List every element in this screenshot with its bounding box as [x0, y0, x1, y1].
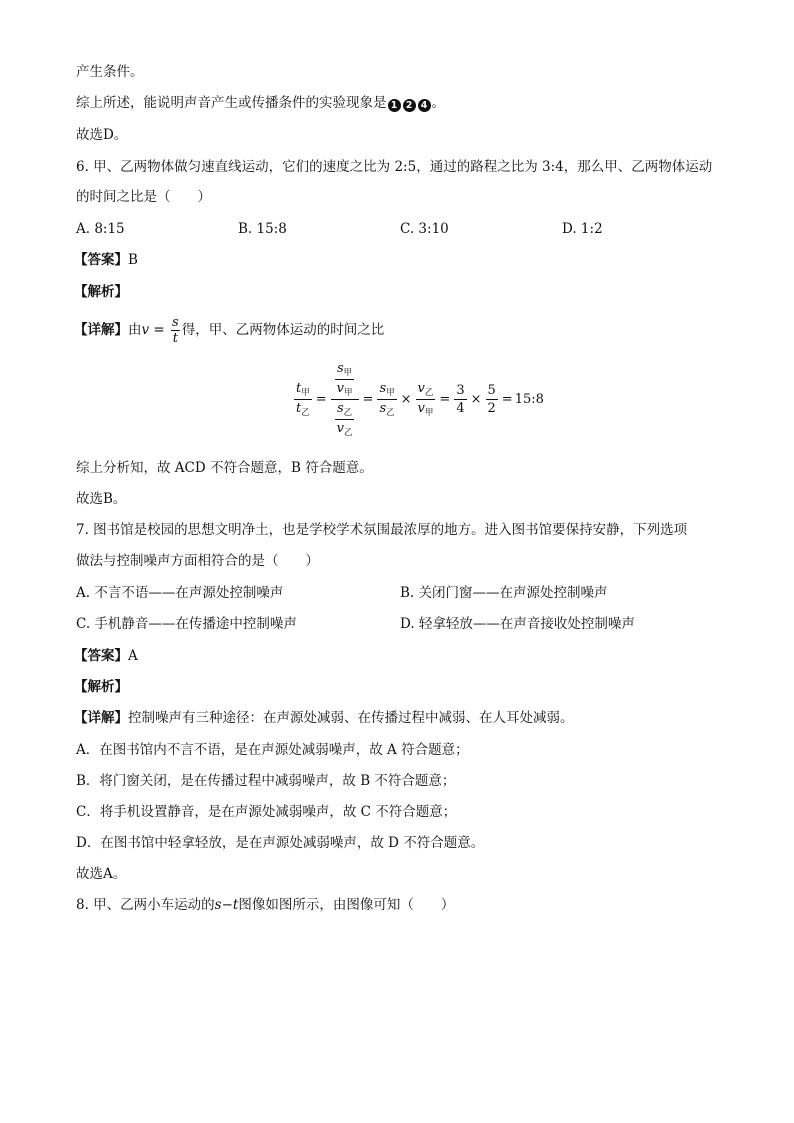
subscript-jia: 甲: [301, 387, 310, 398]
conclusion-text: 综上所述，能说明声音产生或传播条件的实验现象是: [76, 95, 387, 111]
equals-sign: =: [315, 391, 327, 407]
q7-option-b: B. 关闭门窗——在声源处控制噪声: [400, 585, 608, 601]
numerator-5: 5: [487, 382, 496, 398]
detail-pre: 由: [128, 322, 142, 338]
q7-analysis-tag: 【解析】: [74, 679, 128, 695]
answer-value: B: [128, 252, 138, 268]
q7-option-d: D. 轻拿轻放——在声音接收处控制噪声: [400, 616, 635, 632]
s-over-v-jia: [335, 361, 355, 398]
q7-detail: [74, 709, 574, 727]
q7-option-a: A. 不言不语——在声源处控制噪声: [76, 585, 284, 601]
q6-option-d: D. 1:2: [562, 221, 603, 237]
choose-line: 故选D。: [76, 127, 128, 143]
q6-summary: 综上分析知，故 ACD 不符合题意，B 符合题意。: [76, 460, 373, 476]
q6-answer: [74, 251, 138, 269]
s-symbol: s: [337, 360, 344, 376]
s-over-v-yi: [335, 401, 355, 438]
q7-choose: 故选A。: [76, 866, 127, 882]
subscript-yi: 乙: [344, 427, 353, 438]
q7-stem-line-2: 做法与控制噪声方面相符合的是（ ）: [76, 553, 319, 569]
three-quarters: [454, 383, 466, 416]
q6-analysis-tag: 【解析】: [74, 284, 128, 300]
t-symbol: t: [296, 380, 302, 396]
detail-tag: 【详解】: [74, 710, 128, 726]
v-ratio: [416, 381, 436, 418]
s-over-t-fraction: [171, 315, 180, 346]
q6-option-a: A. 8:15: [76, 221, 125, 237]
answer-tag: 【答案】: [74, 648, 128, 664]
q7-stem-line-1: 7. 图书馆是校园的思想文明净土，也是学校学术氛围最浓厚的地方。进入图书馆要保持安静，下列选项: [76, 522, 688, 538]
result-ratio: 15:8: [514, 391, 544, 407]
q7-option-c: C. 手机静音——在传播途中控制噪声: [76, 616, 297, 632]
s-ratio: [377, 381, 396, 418]
time-ratio-formula: [292, 356, 544, 442]
detail-tag: 【详解】: [74, 322, 128, 338]
denominator-2: 2: [487, 400, 496, 416]
v-symbol: v: [336, 380, 345, 396]
q7-answer: [74, 647, 138, 665]
equals: =: [149, 322, 170, 338]
subscript-jia: 甲: [386, 387, 395, 398]
compound-fraction: [331, 361, 359, 438]
text-line: 产生条件。: [76, 64, 144, 80]
subscript-yi: 乙: [424, 387, 434, 398]
t-ratio: [294, 381, 312, 418]
subscript-yi: 乙: [343, 407, 353, 418]
s-symbol: s: [379, 400, 387, 416]
v-symbol: v: [336, 420, 345, 436]
s-symbol: s: [337, 400, 344, 416]
q6-option-b: B. 15:8: [238, 221, 287, 237]
answer-tag: 【答案】: [74, 252, 128, 268]
times-sign: ×: [400, 391, 412, 407]
q8-stem: [76, 896, 454, 914]
fraction-denominator: t: [172, 331, 178, 346]
answer-value: A: [128, 648, 138, 664]
subscript-yi: 乙: [301, 407, 310, 418]
s-t-symbol: s−t: [214, 897, 239, 913]
subscript-yi: 乙: [386, 407, 395, 418]
equals-sign: =: [439, 391, 451, 407]
times-sign: ×: [470, 391, 482, 407]
circled-number-1: 1: [388, 99, 401, 112]
q6-stem-line-2: 的时间之比是（ ）: [76, 189, 211, 205]
conclusion-period: 。: [431, 95, 445, 111]
equals-sign: =: [501, 391, 513, 407]
v-symbol: v: [417, 400, 425, 416]
q7-explain-b: B．将门窗关闭，是在传播过程中减弱噪声，故 B 不符合题意；: [76, 773, 456, 789]
circled-number-2: 2: [403, 99, 416, 112]
q7-explain-d: D．在图书馆中轻拿轻放，是在声源处减弱噪声，故 D 不符合题意。: [76, 835, 485, 851]
q7-explain-a: A．在图书馆内不言不语，是在声源处减弱噪声，故 A 符合题意；: [76, 742, 469, 758]
five-halves: [486, 383, 498, 416]
detail-text: 控制噪声有三种途径：在声源处减弱、在传播过程中减弱、在人耳处减弱。: [128, 710, 574, 726]
subscript-jia: 甲: [344, 387, 353, 398]
conclusion-line: [76, 94, 445, 112]
q6-detail: [74, 312, 384, 348]
q8-stem-post: 图像如图所示，由图像可知（ ）: [238, 897, 455, 913]
s-symbol: s: [379, 380, 387, 396]
q6-choose: 故选B。: [76, 491, 127, 507]
denominator-4: 4: [456, 400, 465, 416]
circled-number-4: 4: [418, 99, 431, 112]
t-symbol: t: [296, 400, 302, 416]
equals-sign: =: [362, 391, 374, 407]
q6-stem-line-1: 6. 甲、乙两物体做匀速直线运动，它们的速度之比为 2:5，通过的路程之比为 3:4，那么甲、乙两物体运动: [76, 159, 713, 175]
numerator-3: 3: [456, 382, 465, 398]
fraction-numerator: s: [172, 315, 179, 330]
subscript-jia: 甲: [424, 407, 434, 418]
detail-post: 得，甲、乙两物体运动的时间之比: [181, 322, 385, 338]
v-symbol: v: [417, 380, 425, 396]
q8-stem-pre: 8. 甲、乙两小车运动的: [76, 897, 215, 913]
q6-option-c: C. 3:10: [400, 221, 449, 237]
velocity-symbol: v: [141, 322, 150, 338]
q7-explain-c: C．将手机设置静音，是在声源处减弱噪声，故 C 不符合题意；: [76, 804, 457, 820]
subscript-jia: 甲: [343, 367, 353, 378]
